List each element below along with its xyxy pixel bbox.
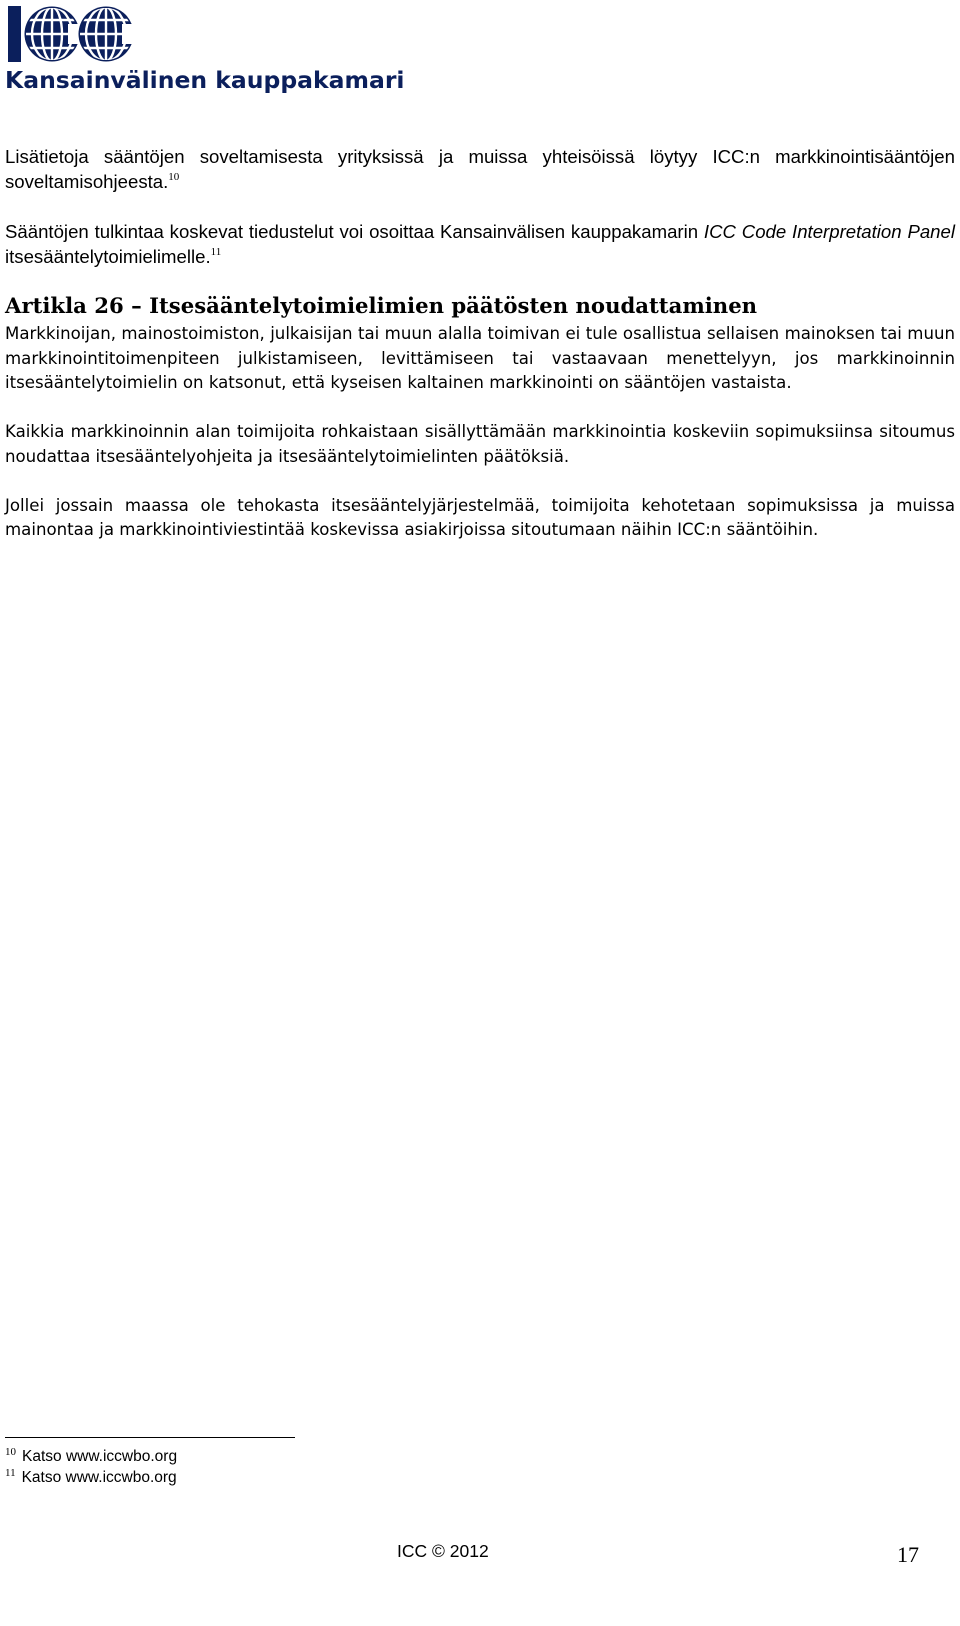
footnote-number: 11 <box>5 1467 16 1479</box>
panel-name: ICC Code Interpretation Panel <box>703 221 956 242</box>
footnote-ref-11[interactable]: 11 <box>210 246 222 258</box>
footnote-item <box>5 1446 177 1467</box>
footnotes <box>5 1446 177 1488</box>
footnote-text: Katso www.iccwbo.org <box>22 1448 178 1465</box>
footnote-divider <box>5 1437 295 1438</box>
icc-logo <box>8 4 136 64</box>
copyright-notice: ICC © 2012 <box>397 1541 489 1561</box>
document-body <box>5 144 955 543</box>
paragraph-guidance: Lisätietoja sääntöjen soveltamisesta yrityksissä ja muissa yhteisöissä löytyy ICC:n markkinointisääntöjen soveltamisohjeesta.$^{10}$ <box>5 146 955 192</box>
footnote-item <box>5 1467 177 1488</box>
footnote-number: 10 <box>5 1446 16 1458</box>
article-heading: Artikla 26 – Itsesääntelytoimielimien päätösten noudattaminen <box>5 293 758 318</box>
paragraph-no-system: Jollei jossain maassa ole tehokasta itsesääntelyjärjestelmää, toimijoita kehotetaan sopimuksissa ja muissa mainontaa ja markkinointiviestintää koskevissa asiakirjoissa sitoutumaan näihin ICC:n sääntöihin. <box>5 495 955 539</box>
footnote-text: Katso www.iccwbo.org <box>21 1469 177 1486</box>
paragraph-interpretation: Sääntöjen tulkintaa koskevat tiedustelut voi osoittaa Kansainvälisen kauppakamarin ICC Code Interpretation Panel itsesääntelytoimielimelle.$^{11}$ <box>5 221 956 267</box>
organization-name: Kansainvälinen kauppakamari <box>5 66 405 94</box>
paragraph-article-26: Markkinoijan, mainostoimiston, julkaisijan tai muun alalla toimivan ei tule osallistua sellaisen mainoksen tai muun markkinointitoimenpiteen julkistamiseen, levittämiseen tai vastaavaan menettelyyn, jos markkinoinnin itsesääntelytoimielin on katsonut, että kyseisen kaltainen markkinointi on sääntöjen vastaista. <box>5 324 955 392</box>
footnote-ref-10[interactable]: 10 <box>168 171 180 183</box>
page-number: 17 <box>897 1542 919 1567</box>
paragraph-encouragement: Kaikkia markkinoinnin alan toimijoita rohkaistaan sisällyttämään markkinointia koskeviin sopimuksiinsa sitoumus noudattaa itsesääntelyohjeita ja itsesääntelytoimielinten päätöksiä. <box>5 422 955 466</box>
